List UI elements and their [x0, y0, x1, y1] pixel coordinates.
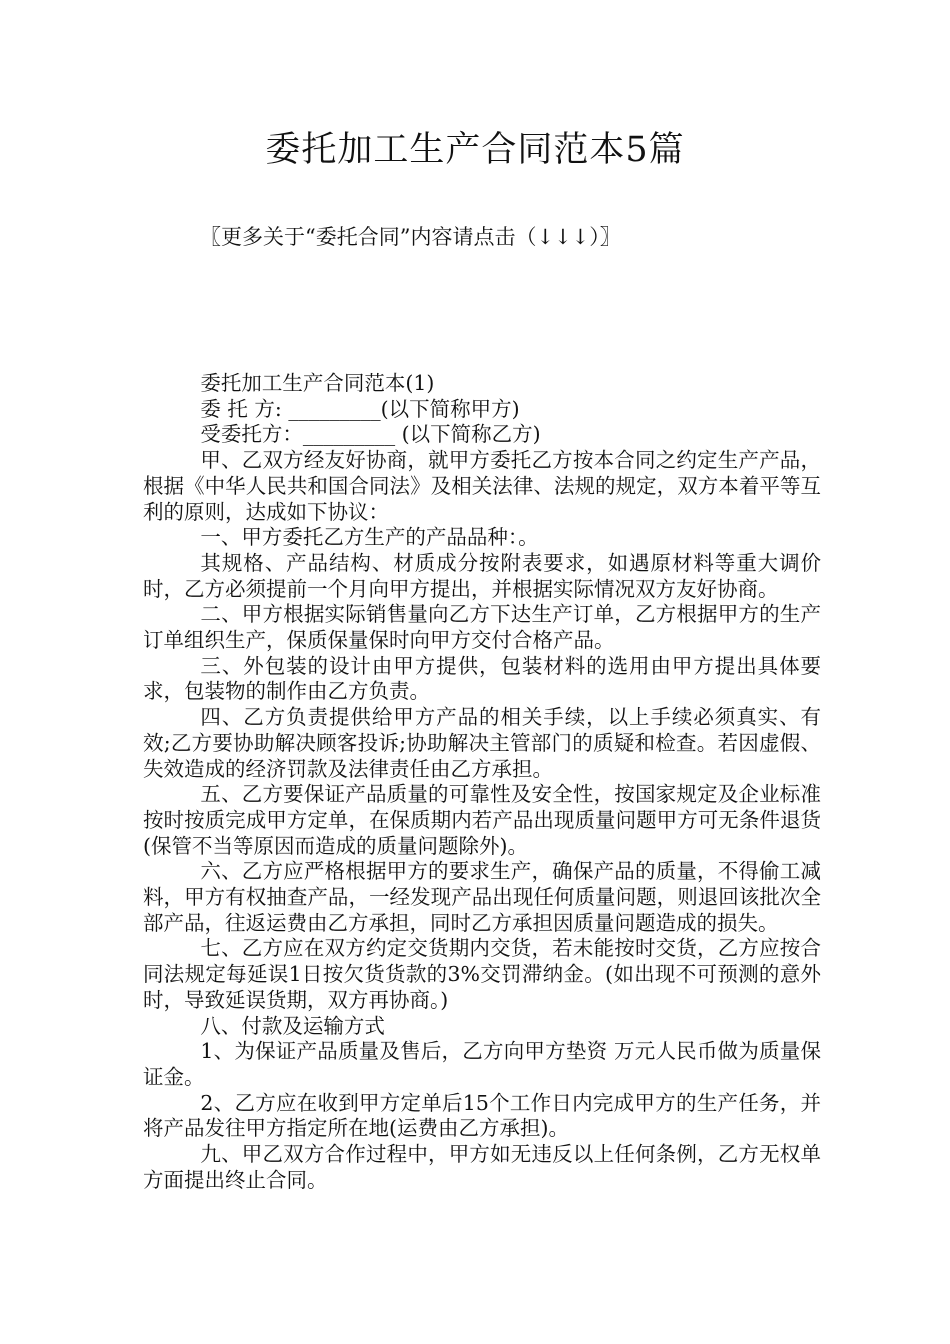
contract-paragraph: 九、甲乙双方合作过程中，甲方如无违反以上任何条例，乙方无权单方面提出终止合同。: [143, 1142, 821, 1192]
more-contracts-link[interactable]: 〖更多关于“委托合同”内容请点击（↓↓↓）〗: [200, 225, 621, 249]
contract-paragraph: 七、乙方应在双方约定交货期内交货，若未能按时交货，乙方应按合同法规定每延误1日按欠货货款的3%交罚滞纳金。(如出现不可预测的意外时，导致延误货期，双方再协商。): [143, 936, 821, 1012]
contract-paragraph: 甲、乙双方经友好协商，就甲方委托乙方按本合同之约定生产产品，根据《中华人民共和国合同法》及相关法律、法规的规定，双方本着平等互利的原则，达成如下协议：: [143, 448, 821, 524]
contract-paragraph: 2、乙方应在收到甲方定单后15个工作日内完成甲方的生产任务，并将产品发往甲方指定所在地(运费由乙方承担)。: [143, 1090, 821, 1141]
party-b-line: 受委托方：_________ (以下简称乙方): [200, 422, 541, 447]
contract-paragraph: 四、乙方负责提供给甲方产品的相关手续，以上手续必须真实、有效;乙方要协助解决顾客投诉;协助解决主管部门的质疑和检查。若因虚假、失效造成的经济罚款及法律责任由乙方承担。: [143, 705, 821, 781]
contract-paragraph: 六、乙方应严格根据甲方的要求生产，确保产品的质量，不得偷工减料，甲方有权抽查产品，一经发现产品出现任何质量问题，则退回该批次全部产品，往返运费由乙方承担，同时乙方承担因质量问题造成的损失。: [143, 859, 821, 935]
party-a-line: 委 托 方: _________(以下简称甲方): [200, 396, 520, 421]
contract-paragraph: 1、为保证产品质量及售后，乙方向甲方垫资 万元人民币做为质量保证金。: [143, 1039, 821, 1089]
contract-paragraph: 一、甲方委托乙方生产的产品品种：。: [200, 525, 539, 550]
contract-paragraph: 二、甲方根据实际销售量向乙方下达生产订单，乙方根据甲方的生产订单组织生产，保质保量保时向甲方交付合格产品。: [143, 602, 821, 653]
contract-body: [143, 371, 821, 1194]
contract-paragraph: 八、付款及运输方式: [200, 1013, 385, 1038]
document-title: 委托加工生产合同范本5篇: [265, 130, 685, 170]
contract-paragraph: 五、乙方要保证产品质量的可靠性及安全性，按国家规定及企业标准按时按质完成甲方定单，在保质期内若产品出现质量问题甲方可无条件退货(保管不当等原因而造成的质量问题除外)。: [143, 782, 821, 858]
section-heading: 委托加工生产合同范本(1): [200, 371, 435, 395]
contract-paragraph: 其规格、产品结构、材质成分按附表要求，如遇原材料等重大调价时，乙方必须提前一个月向甲方提出，并根据实际情况双方友好协商。: [143, 550, 821, 601]
contract-paragraph: 三、外包装的设计由甲方提供，包装材料的选用由甲方提出具体要求，包装物的制作由乙方负责。: [143, 653, 821, 704]
